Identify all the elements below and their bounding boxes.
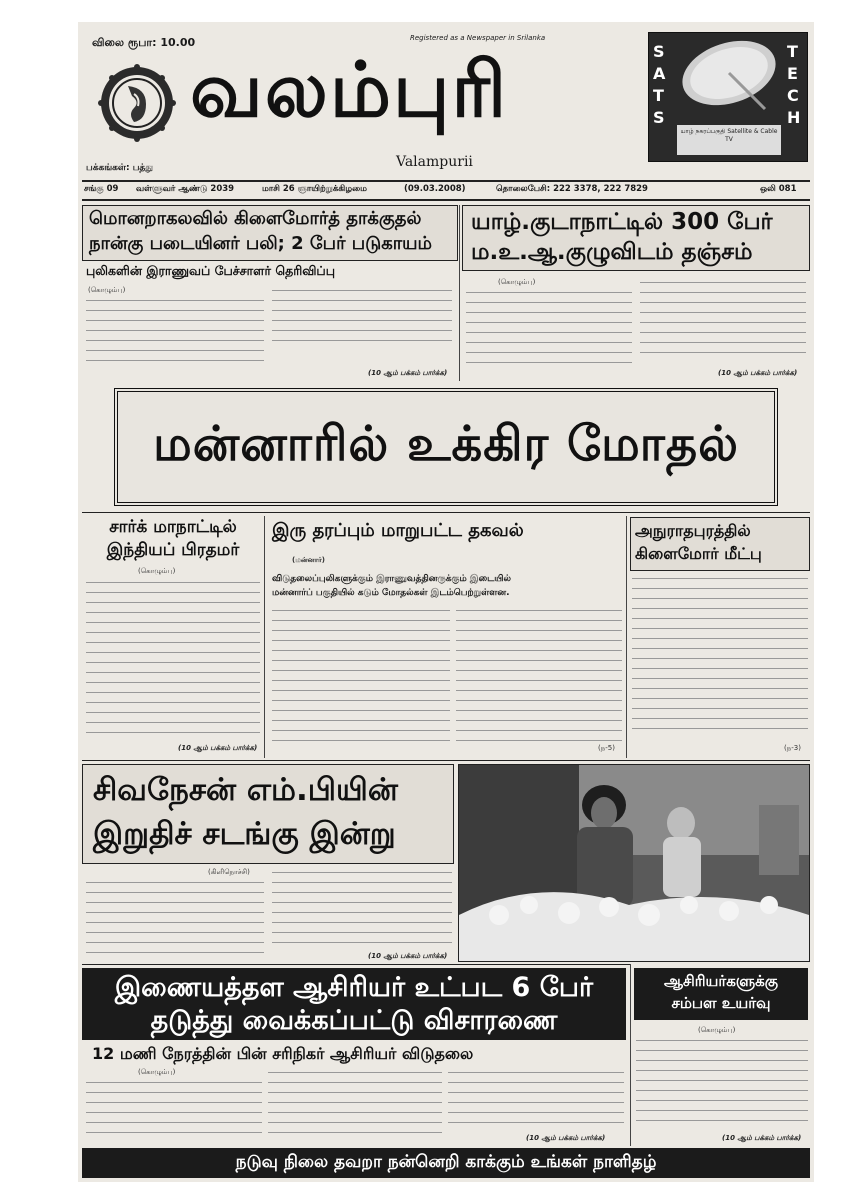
story8-dateline: (கொழும்பு) — [698, 1026, 736, 1034]
banner-rule — [82, 512, 810, 513]
story8-headline-box — [634, 968, 808, 1020]
story3-headline-line1: சார்க் மாநாட்டில் — [109, 517, 237, 537]
story2-body-col1 — [466, 288, 632, 376]
story2-body-col2 — [640, 278, 806, 366]
story7-headline-line2: தடுத்து வைக்கப்பட்டு விசாரணை — [150, 1005, 558, 1036]
story8-headline-line2: சம்பள உயர்வு — [671, 994, 771, 1012]
footer-bar — [82, 1148, 810, 1178]
story6-headline-line1: சிவநேசன் எம்.பியின் — [93, 772, 398, 808]
newspaper-title: வலம்புரி — [190, 45, 509, 134]
phone-numbers: தொலைபேசி: 222 3378, 222 7829 — [496, 184, 648, 194]
story6-dateline: (கிளிநொச்சி) — [208, 868, 250, 876]
story2-headline-line1: யாழ்.குடாநாட்டில் 300 பேர் — [471, 209, 773, 235]
story5-headline-box — [630, 517, 810, 571]
pages-label: பக்கங்கள்: பத்து — [86, 163, 154, 173]
story2-continued: (10 ஆம் பக்கம் பார்க்க) — [718, 369, 798, 377]
story7-body-col3 — [448, 1068, 624, 1134]
dateline-strip — [84, 183, 808, 197]
story7-headline-line1: இணையத்தள ஆசிரியர் உட்பட 6 பேர் — [114, 972, 594, 1003]
ad-label-sats: SATS — [653, 42, 666, 127]
footer-slogan: நடுவு நிலை தவறா நன்னெறி காக்கும் உங்கள் நாளிதழ் — [235, 1152, 657, 1172]
story7-continued: (10 ஆம் பக்கம் பார்க்க) — [526, 1134, 606, 1142]
story4-body-col1 — [272, 606, 450, 754]
story3-headline-line2: இந்தியப் பிரதமர் — [106, 540, 240, 560]
story1-continued: (10 ஆம் பக்கம் பார்க்க) — [368, 369, 448, 377]
column-divider — [264, 516, 265, 758]
registration-note: Registered as a Newspaper in Srilanka — [410, 34, 546, 42]
ad-label-tech: TECH — [787, 42, 801, 127]
story7-subheadline: 12 மணி நேரத்தின் பின் சரிநிகர் ஆசிரியர் விடுதலை — [92, 1044, 474, 1063]
story1-headline-box — [82, 205, 458, 261]
satellite-dish-icon — [675, 39, 783, 119]
story6-headline-line2: இறுதிச் சடங்கு இன்று — [93, 816, 396, 852]
story1-subheadline: புலிகளின் இராணுவப் பேச்சாளர் தெரிவிப்பு — [86, 263, 336, 278]
newspaper-subtitle: Valampurii — [396, 154, 473, 170]
story4-lead-line1: விடுதலைப்புலிகளுக்கும் இராணுவத்தினருக்கும் இடையில் — [272, 574, 512, 584]
column-divider — [459, 205, 460, 381]
tamil-date: மாசி 26 ஞாயிற்றுக்கிழமை — [262, 184, 367, 194]
volume-number: சங்கு 09 — [84, 184, 119, 194]
price-label: விலை ரூபா: 10.00 — [92, 36, 196, 49]
story5-headline-line1: அநுராதபுரத்தில் — [635, 521, 751, 540]
sats-tech-advert — [648, 32, 808, 162]
dateline-rule-top — [82, 180, 810, 182]
section-rule — [82, 964, 630, 965]
story2-headline-box — [462, 205, 810, 271]
section-rule — [82, 760, 810, 761]
story4-sign: (ந-5) — [598, 744, 615, 752]
newspaper-page — [78, 22, 814, 1182]
story2-dateline: (கொழும்பு) — [498, 278, 536, 286]
story2-headline-line2: ம.உ.ஆ.குழுவிடம் தஞ்சம் — [471, 239, 753, 265]
story7-body-col2 — [268, 1068, 442, 1144]
story1-dateline: (கொழும்பு) — [88, 286, 126, 294]
story5-headline-line2: கிளைமோர் மீட்பு — [635, 544, 762, 563]
conch-logo — [98, 64, 176, 142]
story7-body-col1 — [86, 1078, 262, 1144]
story7-headline-box — [82, 968, 626, 1040]
story3-body — [86, 578, 260, 754]
story4-body-col2 — [456, 606, 622, 754]
story1-body-col1 — [86, 296, 264, 374]
story7-dateline: (கொழும்பு) — [138, 1068, 176, 1076]
story5-body — [632, 574, 808, 752]
story6-body-col1 — [86, 878, 264, 958]
story1-body-col2 — [272, 286, 452, 364]
story8-body — [636, 1036, 808, 1134]
tamil-year: வள்ளுவர் ஆண்டு 2039 — [136, 184, 235, 194]
issue-number: ஒலி 081 — [760, 184, 797, 194]
funeral-photo — [458, 764, 810, 962]
dateline-rule-bottom — [82, 199, 810, 201]
story4-lead-line2: மன்னார்ப் பகுதியில் கடும் மோதல்கள் இடம்பெற்றுள்ளன. — [272, 588, 510, 598]
story6-continued: (10 ஆம் பக்கம் பார்க்க) — [368, 952, 448, 960]
issue-date: (09.03.2008) — [404, 184, 466, 194]
story8-headline-line1: ஆசிரியர்களுக்கு — [664, 972, 778, 990]
story1-headline-line1: மொனறாகலவில் கிளைமோர்த் தாக்குதல் — [89, 208, 422, 229]
ad-caption: யாழ் நகரப்பகுதி Satellite & Cable TV — [677, 125, 781, 155]
column-divider — [630, 964, 631, 1146]
main-banner — [114, 388, 778, 506]
story6-body-col2 — [272, 868, 452, 958]
story4-dateline: (மன்னார்) — [292, 556, 325, 564]
banner-headline: மன்னாரில் உக்கிர மோதல் — [153, 416, 739, 472]
story4-headline: இரு தரப்பும் மாறுபட்ட தகவல் — [272, 520, 524, 541]
story1-headline-line2: நான்கு படையினர் பலி; 2 பேர் படுகாயம் — [89, 233, 433, 254]
story3-dateline: (கொழும்பு) — [138, 567, 176, 575]
column-divider — [626, 516, 627, 758]
story3-continued: (10 ஆம் பக்கம் பார்க்க) — [178, 744, 258, 752]
story6-headline-box — [82, 764, 454, 864]
story5-sign: (ந-3) — [784, 744, 801, 752]
story8-continued: (10 ஆம் பக்கம் பார்க்க) — [722, 1134, 802, 1142]
